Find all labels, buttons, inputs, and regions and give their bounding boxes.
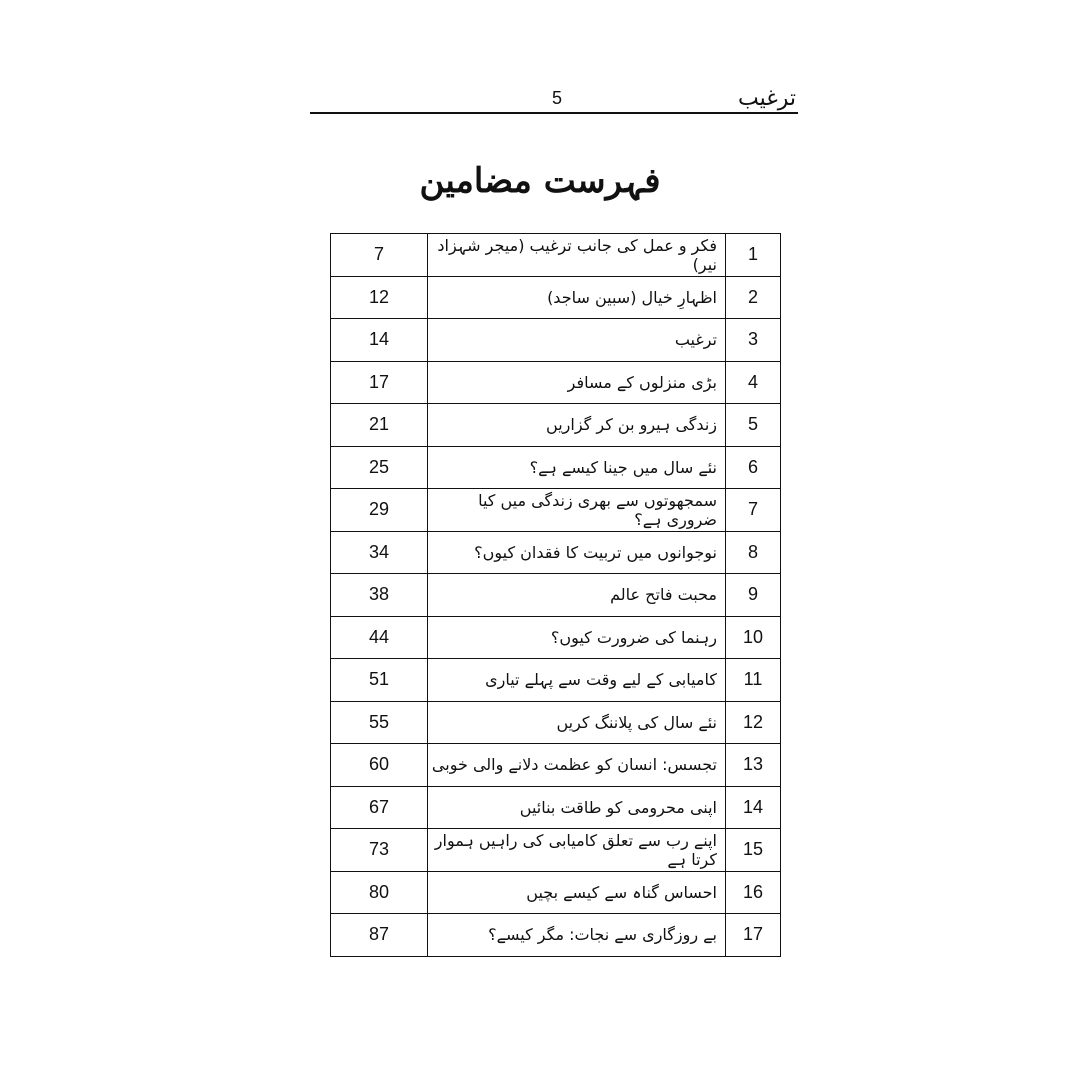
toc-row — [331, 744, 781, 787]
toc-entry-number: 4 — [726, 361, 781, 404]
toc-entry-title: بے روزگاری سے نجات: مگر کیسے؟ — [428, 914, 726, 957]
toc-entry-number: 6 — [726, 446, 781, 489]
toc-row — [331, 361, 781, 404]
toc-entry-number: 17 — [726, 914, 781, 957]
toc-row — [331, 404, 781, 447]
toc-body — [331, 234, 781, 957]
toc-page-number: 25 — [331, 446, 428, 489]
toc-entry-title: سمجھوتوں سے بھری زندگی میں کیا ضروری ہے؟ — [428, 489, 726, 532]
toc-row — [331, 446, 781, 489]
toc-page-number: 67 — [331, 786, 428, 829]
toc-row — [331, 616, 781, 659]
toc-row — [331, 319, 781, 362]
toc-page-number: 73 — [331, 829, 428, 872]
toc-entry-title: کامیابی کے لیے وقت سے پہلے تیاری — [428, 659, 726, 702]
toc-entry-title: نئے سال میں جینا کیسے ہے؟ — [428, 446, 726, 489]
toc-entry-number: 1 — [726, 234, 781, 277]
toc-page-number: 55 — [331, 701, 428, 744]
toc-entry-title: ترغیب — [428, 319, 726, 362]
toc-entry-title: زندگی ہیرو بن کر گزاریں — [428, 404, 726, 447]
toc-entry-number: 3 — [726, 319, 781, 362]
toc-entry-title: اپنے رب سے تعلق کامیابی کی راہیں ہموار کرتا ہے — [428, 829, 726, 872]
toc-entry-number: 13 — [726, 744, 781, 787]
toc-entry-title: نوجوانوں میں تربیت کا فقدان کیوں؟ — [428, 531, 726, 574]
toc-entry-number: 14 — [726, 786, 781, 829]
header-rule — [310, 112, 798, 114]
toc-entry-title: رہنما کی ضرورت کیوں؟ — [428, 616, 726, 659]
toc-page-number: 17 — [331, 361, 428, 404]
toc-entry-title: اظہارِ خیال (سبین ساجد) — [428, 276, 726, 319]
toc-page-number: 44 — [331, 616, 428, 659]
toc-entry-title: تجسس: انسان کو عظمت دلانے والی خوبی — [428, 744, 726, 787]
toc-entry-title: بڑی منزلوں کے مسافر — [428, 361, 726, 404]
toc-page-number: 34 — [331, 531, 428, 574]
toc-entry-number: 5 — [726, 404, 781, 447]
toc-page-number: 87 — [331, 914, 428, 957]
toc-entry-number: 10 — [726, 616, 781, 659]
toc-entry-number: 11 — [726, 659, 781, 702]
toc-row — [331, 489, 781, 532]
toc-entry-number: 16 — [726, 871, 781, 914]
page-number: 5 — [552, 88, 563, 108]
toc-entry-number: 9 — [726, 574, 781, 617]
toc-page-number: 38 — [331, 574, 428, 617]
toc-entry-number: 2 — [726, 276, 781, 319]
toc-page-number: 80 — [331, 871, 428, 914]
toc-page-number: 12 — [331, 276, 428, 319]
toc-entry-title: احساس گناہ سے کیسے بچیں — [428, 871, 726, 914]
toc-entry-number: 12 — [726, 701, 781, 744]
toc-entry-title: اپنی محرومی کو طاقت بنائیں — [428, 786, 726, 829]
toc-row — [331, 531, 781, 574]
toc-row — [331, 659, 781, 702]
toc-entry-number: 8 — [726, 531, 781, 574]
toc-row — [331, 786, 781, 829]
toc-page-number: 14 — [331, 319, 428, 362]
toc-page-number: 21 — [331, 404, 428, 447]
toc-page-number: 60 — [331, 744, 428, 787]
toc-entry-number: 15 — [726, 829, 781, 872]
toc-heading: فہرست مضامین — [419, 161, 661, 201]
toc-row — [331, 829, 781, 872]
toc-table — [330, 233, 781, 957]
toc-page-number: 29 — [331, 489, 428, 532]
toc-entry-title: فکر و عمل کی جانب ترغیب (میجر شہزاد نیر) — [428, 234, 726, 277]
toc-page-number: 51 — [331, 659, 428, 702]
running-title: ترغیب — [737, 86, 796, 111]
toc-entry-title: محبت فاتح عالم — [428, 574, 726, 617]
toc-row — [331, 914, 781, 957]
toc-entry-number: 7 — [726, 489, 781, 532]
toc-row — [331, 871, 781, 914]
toc-entry-title: نئے سال کی پلاننگ کریں — [428, 701, 726, 744]
toc-row — [331, 574, 781, 617]
toc-row — [331, 234, 781, 277]
toc-row — [331, 701, 781, 744]
toc-page-number: 7 — [331, 234, 428, 277]
toc-row — [331, 276, 781, 319]
